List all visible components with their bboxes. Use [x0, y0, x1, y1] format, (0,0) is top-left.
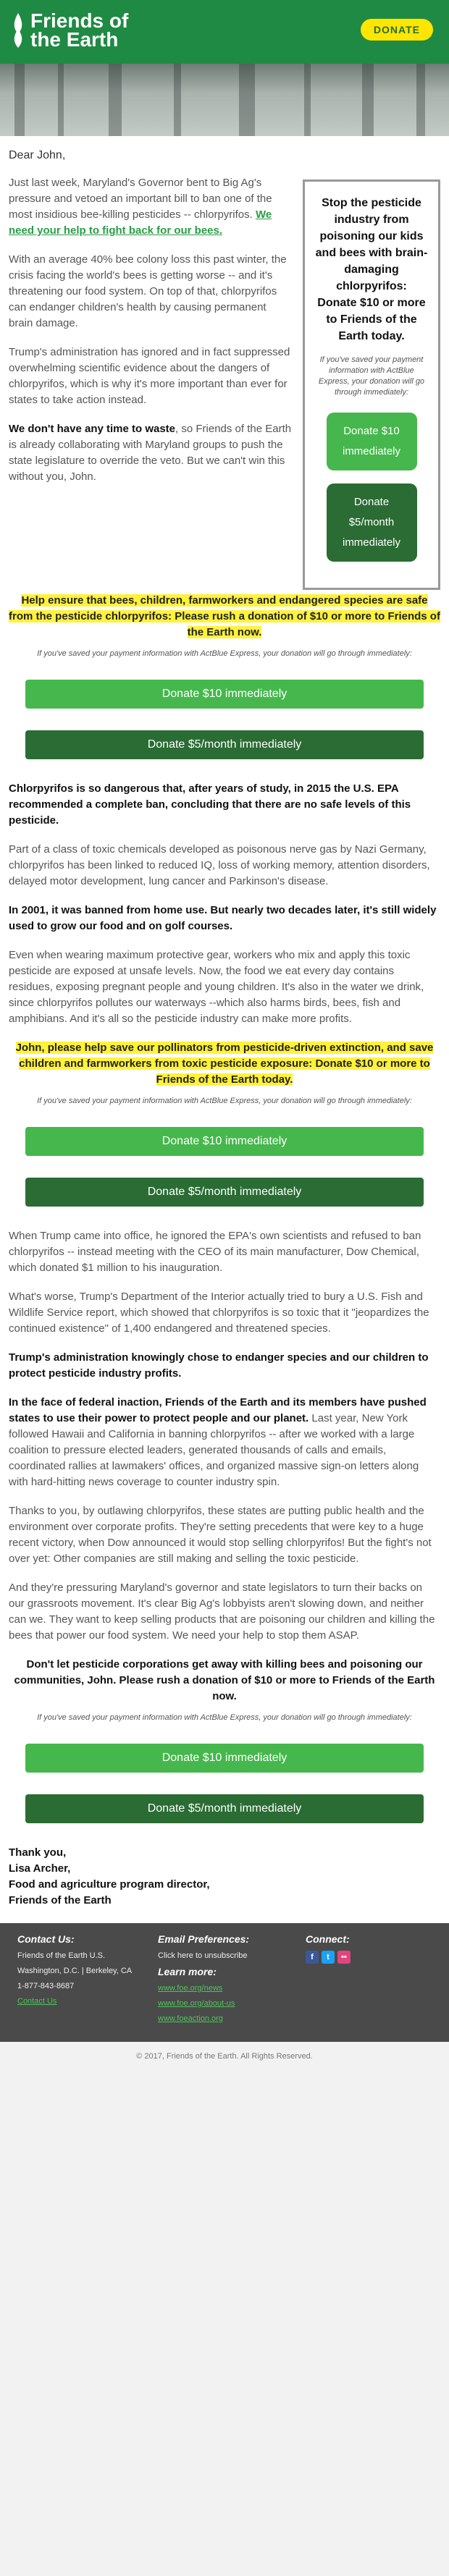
logo-line-1: Friends of — [30, 9, 129, 32]
twitter-icon[interactable]: t — [322, 1951, 335, 1964]
connect-heading: Connect: — [306, 1933, 350, 1945]
sidebox-donate-10-button[interactable]: Donate $10 immediately — [327, 413, 417, 470]
cta-1[interactable]: Help ensure that bees, children, farmworkers and endangered species are safe from the pesticide chlorpyrifos: Please rush a donation of $10 or more to Friends of the Earth now. — [9, 594, 440, 638]
intro-paragraph-2: With an average 40% bee colony loss this past winter, the crisis facing the world's bees is getting worse -- and it's threatening our food system. On top of that, chlorpyrifos can endanger children's health by causing permanent brain damage. — [9, 253, 287, 329]
header — [0, 0, 449, 64]
prefs-heading: Email Preferences: — [158, 1933, 250, 1945]
section2-paragraph-4: Even when wearing maximum protective gear, workers who mix and apply this toxic pesticide are exposed at unsafe levels. Now, the food we eat every day contains residues, exposing pregnant people and young children. It's also in the water we drink, since chlorpyrifos pollutes our waterways --which also harms birds, bees, fish and amphibians. And it's all so the pesticide industry can make more profits. — [9, 949, 424, 1025]
signature-thanks: Thank you, — [9, 1846, 67, 1859]
footer-contact — [17, 1933, 140, 2029]
forest-banner-image — [0, 64, 449, 136]
greeting: Dear John, — [9, 149, 66, 161]
cta-2[interactable]: John, please help save our pollinators from pesticide-driven extinction, and save children and farmworkers from toxic pesticide exposure: Donate $10 or more to Friends of the Earth today. — [15, 1042, 434, 1086]
footer-address: Washington, D.C. | Berkeley, CA — [17, 1967, 133, 1975]
footer-preferences — [158, 1933, 288, 2029]
section3-paragraph-1: When Trump came into office, he ignored the EPA's own scientists and refused to ban chlorpyrifos -- instead meeting with the CEO of its main manufacturer, Dow Chemical, which donated $1 million to his inauguration. — [9, 1230, 421, 1274]
section3-paragraph-5: Thanks to you, by outlawing chlorpyrifos, these states are putting public health and the environment over corporate profits. They're setting precedents that were key to a huge recent victory, when Dow announced it would stop selling chlorpyrifos! But the fight's not over yet: Other companies are still making and selling the toxic pesticide. — [9, 1505, 432, 1565]
copyright: © 2017, Friends of the Earth. All Rights Reserved. — [0, 2042, 449, 2072]
intro-paragraph-1: Just last week, Maryland's Governor bent to Big Ag's pressure and vetoed an important bill to ban one of the most insidious bee-killing pesticides -- chlorpyrifos. We need your help to fight back for our bees. — [9, 177, 272, 237]
header-donate-button[interactable]: DONATE — [361, 19, 433, 41]
section3-paragraph-4: In the face of federal inaction, Friends of the Earth and its members have pushed states to use their power to protect people and our planet. Last year, New York followed Hawaii and California in banning chlorpyrifos -- after we worked with a large coalition to pressure elected leaders, generated thousands of calls and emails, coordinated rallies at lawmakers' offices, and organized massive sign-on letters along with hard-hitting news coverage to counter industry spin. — [9, 1396, 427, 1488]
actblue-note-1: If you've saved your payment information with ActBlue Express, your donation will go through immediately: — [37, 649, 412, 658]
intro-paragraph-4: We don't have any time to waste, so Friends of the Earth is already collaborating with Maryland groups to push the state legislature to override the veto. But we can't win this without you, John. — [9, 423, 292, 483]
section3-paragraph-6: And they're pressuring Maryland's governor and state legislators to turn their backs on our grassroots movement. It's clear Big Ag's lobbyists aren't slowing down, and neither can we. They want to keep selling products that are poisoning our children and killing the bees that power our food system. We need your help to stop them ASAP. — [9, 1582, 435, 1642]
donate-10-button-1[interactable]: Donate $10 immediately — [25, 680, 424, 709]
signature-name: Lisa Archer, — [9, 1862, 71, 1875]
logo-mark-icon — [10, 12, 26, 49]
facebook-icon[interactable]: f — [306, 1951, 319, 1964]
footer — [0, 1923, 449, 2042]
learn-link-about[interactable]: www.foe.org/about-us — [158, 1999, 235, 2008]
email-body — [0, 136, 449, 1923]
sidebox-title: Stop the pesticide industry from poisoning our kids and bees with brain-damaging chlorpyrifos: Donate $10 or more to Friends of the Earth today. — [315, 197, 428, 342]
logo-line-2: the Earth — [30, 28, 119, 51]
donate-10-button-2[interactable]: Donate $10 immediately — [25, 1127, 424, 1156]
donate-10-button-3[interactable]: Donate $10 immediately — [25, 1744, 424, 1773]
learn-link-action[interactable]: www.foeaction.org — [158, 2014, 223, 2023]
signature-title: Food and agriculture program director, — [9, 1878, 210, 1891]
section3-paragraph-3: Trump's administration knowingly chose to endanger species and our children to protect pesticide industry profits. — [9, 1351, 429, 1380]
cta-3[interactable]: Don't let pesticide corporations get away with killing bees and poisoning our communities, John. Please rush a donation of $10 or more to Friends of the Earth now. — [14, 1658, 435, 1702]
footer-org: Friends of the Earth U.S. — [17, 1951, 106, 1960]
intro-paragraph-3: Trump's administration has ignored and in fact suppressed overwhelming scientific evidence about the dangers of chlorpyrifos, which is why it's more important than ever for states to take action instead. — [9, 346, 290, 406]
signature — [9, 1845, 440, 1909]
sidebox-donate-5-monthly-button[interactable]: Donate $5/month immediately — [327, 483, 417, 562]
section2-paragraph-2: Part of a class of toxic chemicals developed as poisonous nerve gas by Nazi Germany, chlorpyrifos has been linked to reduced IQ, loss of working memory, attention disorders, delayed motor development, lung cancer and Parkinson's disease. — [9, 843, 430, 887]
fight-back-link[interactable]: We need your help to fight back for our bees. — [9, 208, 272, 237]
contact-heading: Contact Us: — [17, 1933, 75, 1945]
section3-paragraph-2: What's worse, Trump's Department of the Interior actually tried to bury a U.S. Fish and Wildlife Service report, which showed that chlorpyrifos is so toxic that it "jeopardizes the continued existence" of 1,400 endangered and threatened species. — [9, 1291, 429, 1335]
social-icons — [306, 1951, 407, 1964]
flickr-icon[interactable]: •• — [337, 1951, 351, 1964]
sidebox-note: If you've saved your payment information with ActBlue Express, your donation will go through immediately: — [318, 355, 425, 397]
section2-paragraph-1: Chlorpyrifos is so dangerous that, after years of study, in 2015 the U.S. EPA recommended a complete ban, concluding that there are no safe levels of this pesticide. — [9, 782, 411, 827]
donation-sidebox — [303, 180, 440, 590]
footer-connect — [306, 1933, 407, 2029]
learn-heading: Learn more: — [158, 1966, 217, 1977]
actblue-note-3: If you've saved your payment information with ActBlue Express, your donation will go through immediately: — [37, 1713, 412, 1722]
unsubscribe-link[interactable]: Click here to unsubscribe — [158, 1951, 248, 1960]
learn-link-news[interactable]: www.foe.org/news — [158, 1984, 223, 1993]
footer-phone[interactable]: 1-877-843-8687 — [17, 1982, 75, 1990]
intro-text — [9, 175, 293, 590]
contact-us-link[interactable]: Contact Us — [17, 1997, 57, 2006]
actblue-note-2: If you've saved your payment information with ActBlue Express, your donation will go through immediately: — [37, 1097, 412, 1105]
section2-paragraph-3: In 2001, it was banned from home use. But nearly two decades later, it's still widely used to grow our food and on golf courses. — [9, 904, 437, 932]
donate-5-monthly-button-1[interactable]: Donate $5/month immediately — [25, 730, 424, 759]
intro-section — [9, 175, 440, 590]
foe-logo[interactable] — [10, 9, 129, 51]
logo-text — [30, 9, 129, 51]
signature-org: Friends of the Earth — [9, 1894, 112, 1906]
donate-5-monthly-button-2[interactable]: Donate $5/month immediately — [25, 1178, 424, 1207]
donate-5-monthly-button-3[interactable]: Donate $5/month immediately — [25, 1794, 424, 1823]
